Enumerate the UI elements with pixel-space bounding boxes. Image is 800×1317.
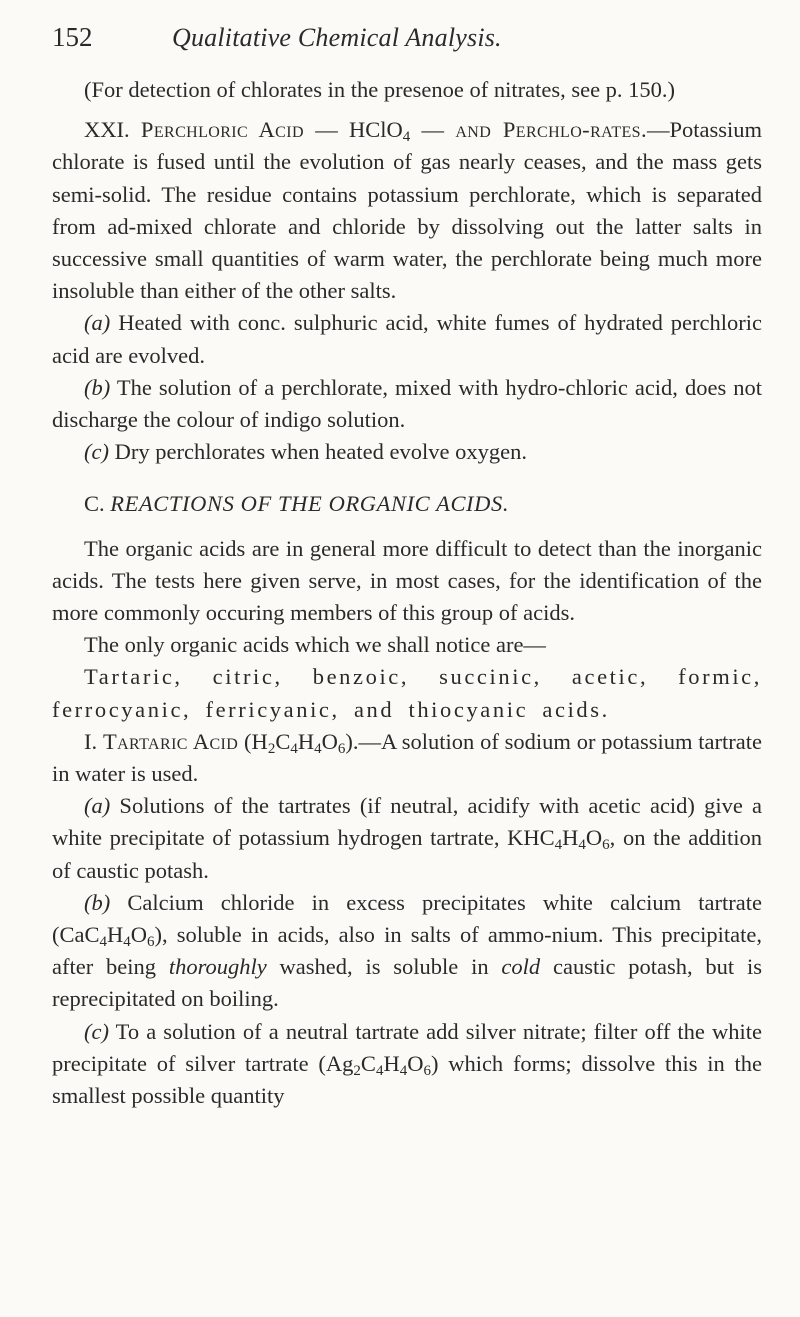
formula-subscript: 4: [314, 740, 322, 757]
paragraph-organic-list-intro: The only organic acids which we shall notice are—: [84, 632, 546, 658]
test-label: (b): [84, 374, 111, 400]
test-body: ) which forms; dissolve this in the smallest possible quantity: [52, 1050, 762, 1109]
perchloric-acid-heading: Perchloric Acid: [140, 117, 304, 143]
formula-text: H: [107, 922, 124, 948]
test-a-tartrate: [52, 790, 762, 887]
test-body: , on the addition of caustic potash.: [52, 825, 762, 883]
test-label: (c): [84, 1018, 109, 1044]
paragraph-body: —Potassium chlorate is fused until the evolution of gas nearly ceases, and the mass gets semi-solid. The residue contains potassium perchlorate, which is separated from ad-mixed chlorate and chloride by dissolving out the latter salts in successive small quantities of warm water, the perchlorate being much more insoluble than either of the other salts.: [52, 117, 763, 304]
emphasis-cold: cold: [501, 954, 541, 980]
paragraph-organic-acid-list: Tartaric, citric, benzoic, succinic, acetic, formic, ferrocyanic, ferricyanic, and thiocyanic acids.: [52, 664, 762, 722]
formula-subscript: 4: [554, 837, 563, 854]
formula-subscript: 6: [423, 1062, 431, 1079]
formula-subscript: 4: [123, 934, 131, 951]
section-title: REACTIONS OF THE ORGANIC ACIDS.: [110, 491, 510, 517]
perchlorates-heading: Perchlo-rates.: [491, 117, 647, 143]
section-letter: C.: [84, 491, 105, 517]
formula-text: O: [585, 825, 603, 851]
section-number: XXI.: [84, 117, 130, 143]
section-heading-organic-acids: [52, 488, 762, 520]
emphasis-thoroughly: thoroughly: [168, 954, 267, 980]
test-label: (b): [84, 889, 111, 915]
test-body: ), soluble in acids, also in salts of ammo-nium. This precipitate, after being: [52, 922, 762, 980]
paragraph-body: —A solution of sodium or potassium tartrate in water is used.: [52, 728, 763, 787]
formula-text: H: [383, 1050, 400, 1076]
running-title: Qualitative Chemical Analysis.: [172, 23, 502, 52]
page-header: [52, 22, 762, 74]
test-b-tartrate: [52, 887, 762, 1016]
paragraph-organic-intro: The organic acids are in general more difficult to detect than the inorganic acids. The tests here given serve, in most cases, for the identification of the more commonly occuring members of this group of acids.: [52, 535, 762, 626]
test-body: The solution of a perchlorate, mixed with hydro-chloric acid, does not discharge the colour of indigo solution.: [52, 374, 762, 433]
formula-subscript: 4: [99, 934, 107, 951]
test-body: Calcium chloride in excess precipitates white calcium tartrate (CaC: [52, 889, 762, 948]
paragraph-tartaric-acid: [52, 726, 762, 790]
formula-subscript: 2: [267, 740, 276, 757]
formula-subscript: 6: [147, 934, 155, 951]
test-body: To a solution of a neutral tartrate add silver nitrate; filter off the white precipitate of silver tartrate (Ag: [52, 1018, 762, 1076]
formula-text: — HClO: [303, 117, 403, 143]
paragraph-perchloric-acid: [52, 114, 762, 307]
test-body: Dry perchlorates when heated evolve oxygen.: [108, 439, 527, 465]
tartaric-acid-heading: Tartaric Acid: [102, 728, 239, 754]
paragraph-chlorate-note: (For detection of chlorates in the presenoe of nitrates, see p. 150.): [84, 77, 676, 102]
test-body: Solutions of the tartrates (if neutral, acidify with acetic acid) give a white precipitate of potassium hydrogen tartrate, KHC: [52, 793, 762, 851]
test-body: Heated with conc. sulphuric acid, white fumes of hydrated perchloric acid are evolved.: [52, 310, 762, 368]
section-number: I.: [84, 728, 98, 754]
test-label: (c): [84, 439, 109, 465]
formula-text: H: [562, 825, 579, 851]
formula-subscript: 4: [399, 1062, 408, 1079]
formula-text: O: [130, 922, 147, 948]
formula-text: (H: [238, 728, 268, 754]
formula-subscript: 4: [578, 837, 586, 854]
test-b-perchlorate: [52, 372, 762, 436]
test-body: washed, is soluble in: [266, 954, 502, 980]
book-page: [52, 22, 762, 1112]
formula-subscript: 4: [290, 740, 298, 757]
test-a-perchlorate: [52, 307, 762, 371]
formula-subscript: 6: [337, 740, 346, 757]
heading-conjunction: and: [455, 117, 492, 143]
page-number: 152: [52, 22, 93, 52]
test-c-tartrate: [52, 1016, 762, 1113]
test-body: caustic potash, but is reprecipitated on boiling.: [52, 954, 762, 1012]
formula-subscript: 6: [602, 837, 610, 854]
test-label: (a): [84, 793, 111, 819]
formula-text: O: [321, 728, 338, 754]
formula-subscript: 4: [375, 1062, 384, 1079]
formula-text: C: [360, 1050, 376, 1076]
formula-subscript: 4: [402, 129, 411, 146]
formula-subscript: 2: [353, 1062, 361, 1079]
formula-text: —: [410, 117, 456, 143]
formula-text: C: [275, 728, 291, 754]
formula-text: ).: [345, 728, 359, 754]
formula-text: O: [407, 1050, 424, 1076]
formula-text: H: [297, 728, 315, 754]
test-c-perchlorate: [52, 436, 762, 468]
test-label: (a): [84, 310, 111, 336]
